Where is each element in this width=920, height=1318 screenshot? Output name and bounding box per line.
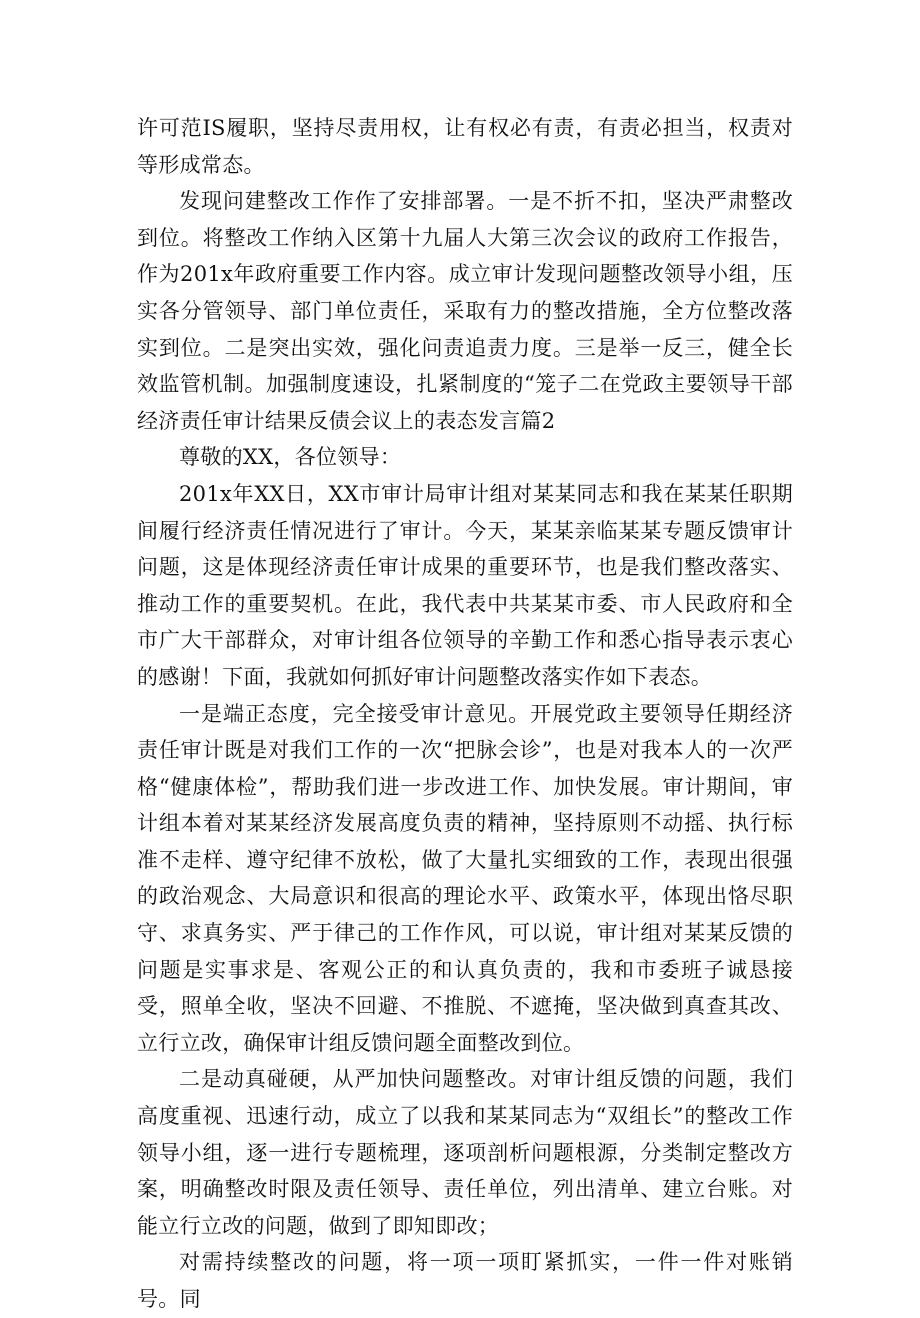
- paragraph-5: 一是端正态度，完全接受审计意见。开展党政主要领导任期经济责任审计既是对我们工作的一次“把脉会诊”，也是对我本人的一次严格“健康体检”，帮助我们进一步改进工作、加快发展。审计期间，审计组本着对某某经济发展高度负责的精神，坚持原则不动摇、执行标准不走样、遵守纪律不放松，做了大量扎实细致的工作，表现出很强的政治观念、大局意识和很高的理论水平、政策水平，体现出恪尽职守、求真务实、严于律己的工作作风，可以说，审计组对某某反馈的问题是实事求是、客观公正的和认真负责的，我和市委班子诚恳接受，照单全收，坚决不回避、不推脱、不遮掩，坚决做到真查其改、立行立改，确保审计组反馈问题全面整改到位。: [137, 701, 793, 1055]
- document-page: [137, 110, 793, 1318]
- paragraph-3-salutation: 尊敬的XX，各位领导：: [179, 445, 402, 470]
- paragraph-1: 许可范IS履职，坚持尽责用权，让有权必有责，有责必担当，权责对等形成常态。: [137, 116, 793, 177]
- paragraph-7: 对需持续整改的问题，将一项一项盯紧抓实，一件一件对账销号。同: [137, 1250, 793, 1311]
- paragraph-6: 二是动真碰硬，从严加快问题整改。对审计组反馈的问题，我们高度重视、迅速行动，成立了以我和某某同志为“双组长”的整改工作领导小组，逐一进行专题梳理，逐项剖析问题根源，分类制定整改方案，明确整改时限及责任领导、责任单位，列出清单、建立台账。对能立行立改的问题，做到了即知即改；: [137, 1067, 793, 1238]
- paragraph-4: 201x年XX日，XX市审计局审计组对某某同志和我在某某任职期间履行经济责任情况进行了审计。今天，某某亲临某某专题反馈审计问题，这是体现经济责任审计成果的重要环节，也是我们整改落实、推动工作的重要契机。在此，我代表中共某某市委、市人民政府和全市广大干部群众，对审计组各位领导的辛勤工作和悉心指导表示衷心的感谢！下面，我就如何抓好审计问题整改落实作如下表态。: [137, 481, 793, 689]
- paragraph-2: 发现问建整改工作作了安排部署。一是不折不扣，坚决严肃整改到位。将整改工作纳入区第十九届人大第三次会议的政府工作报告，作为201x年政府重要工作内容。成立审计发现问题整改领导小组，压实各分管领导、部门单位责任，采取有力的整改措施，全方位整改落实到位。二是突出实效，强化问责追责力度。三是举一反三，健全长效监管机制。加强制度速设，扎紧制度的“笼子二在党政主要领导干部经济责任审计结果反债会议上的表态发言篇2: [137, 189, 793, 433]
